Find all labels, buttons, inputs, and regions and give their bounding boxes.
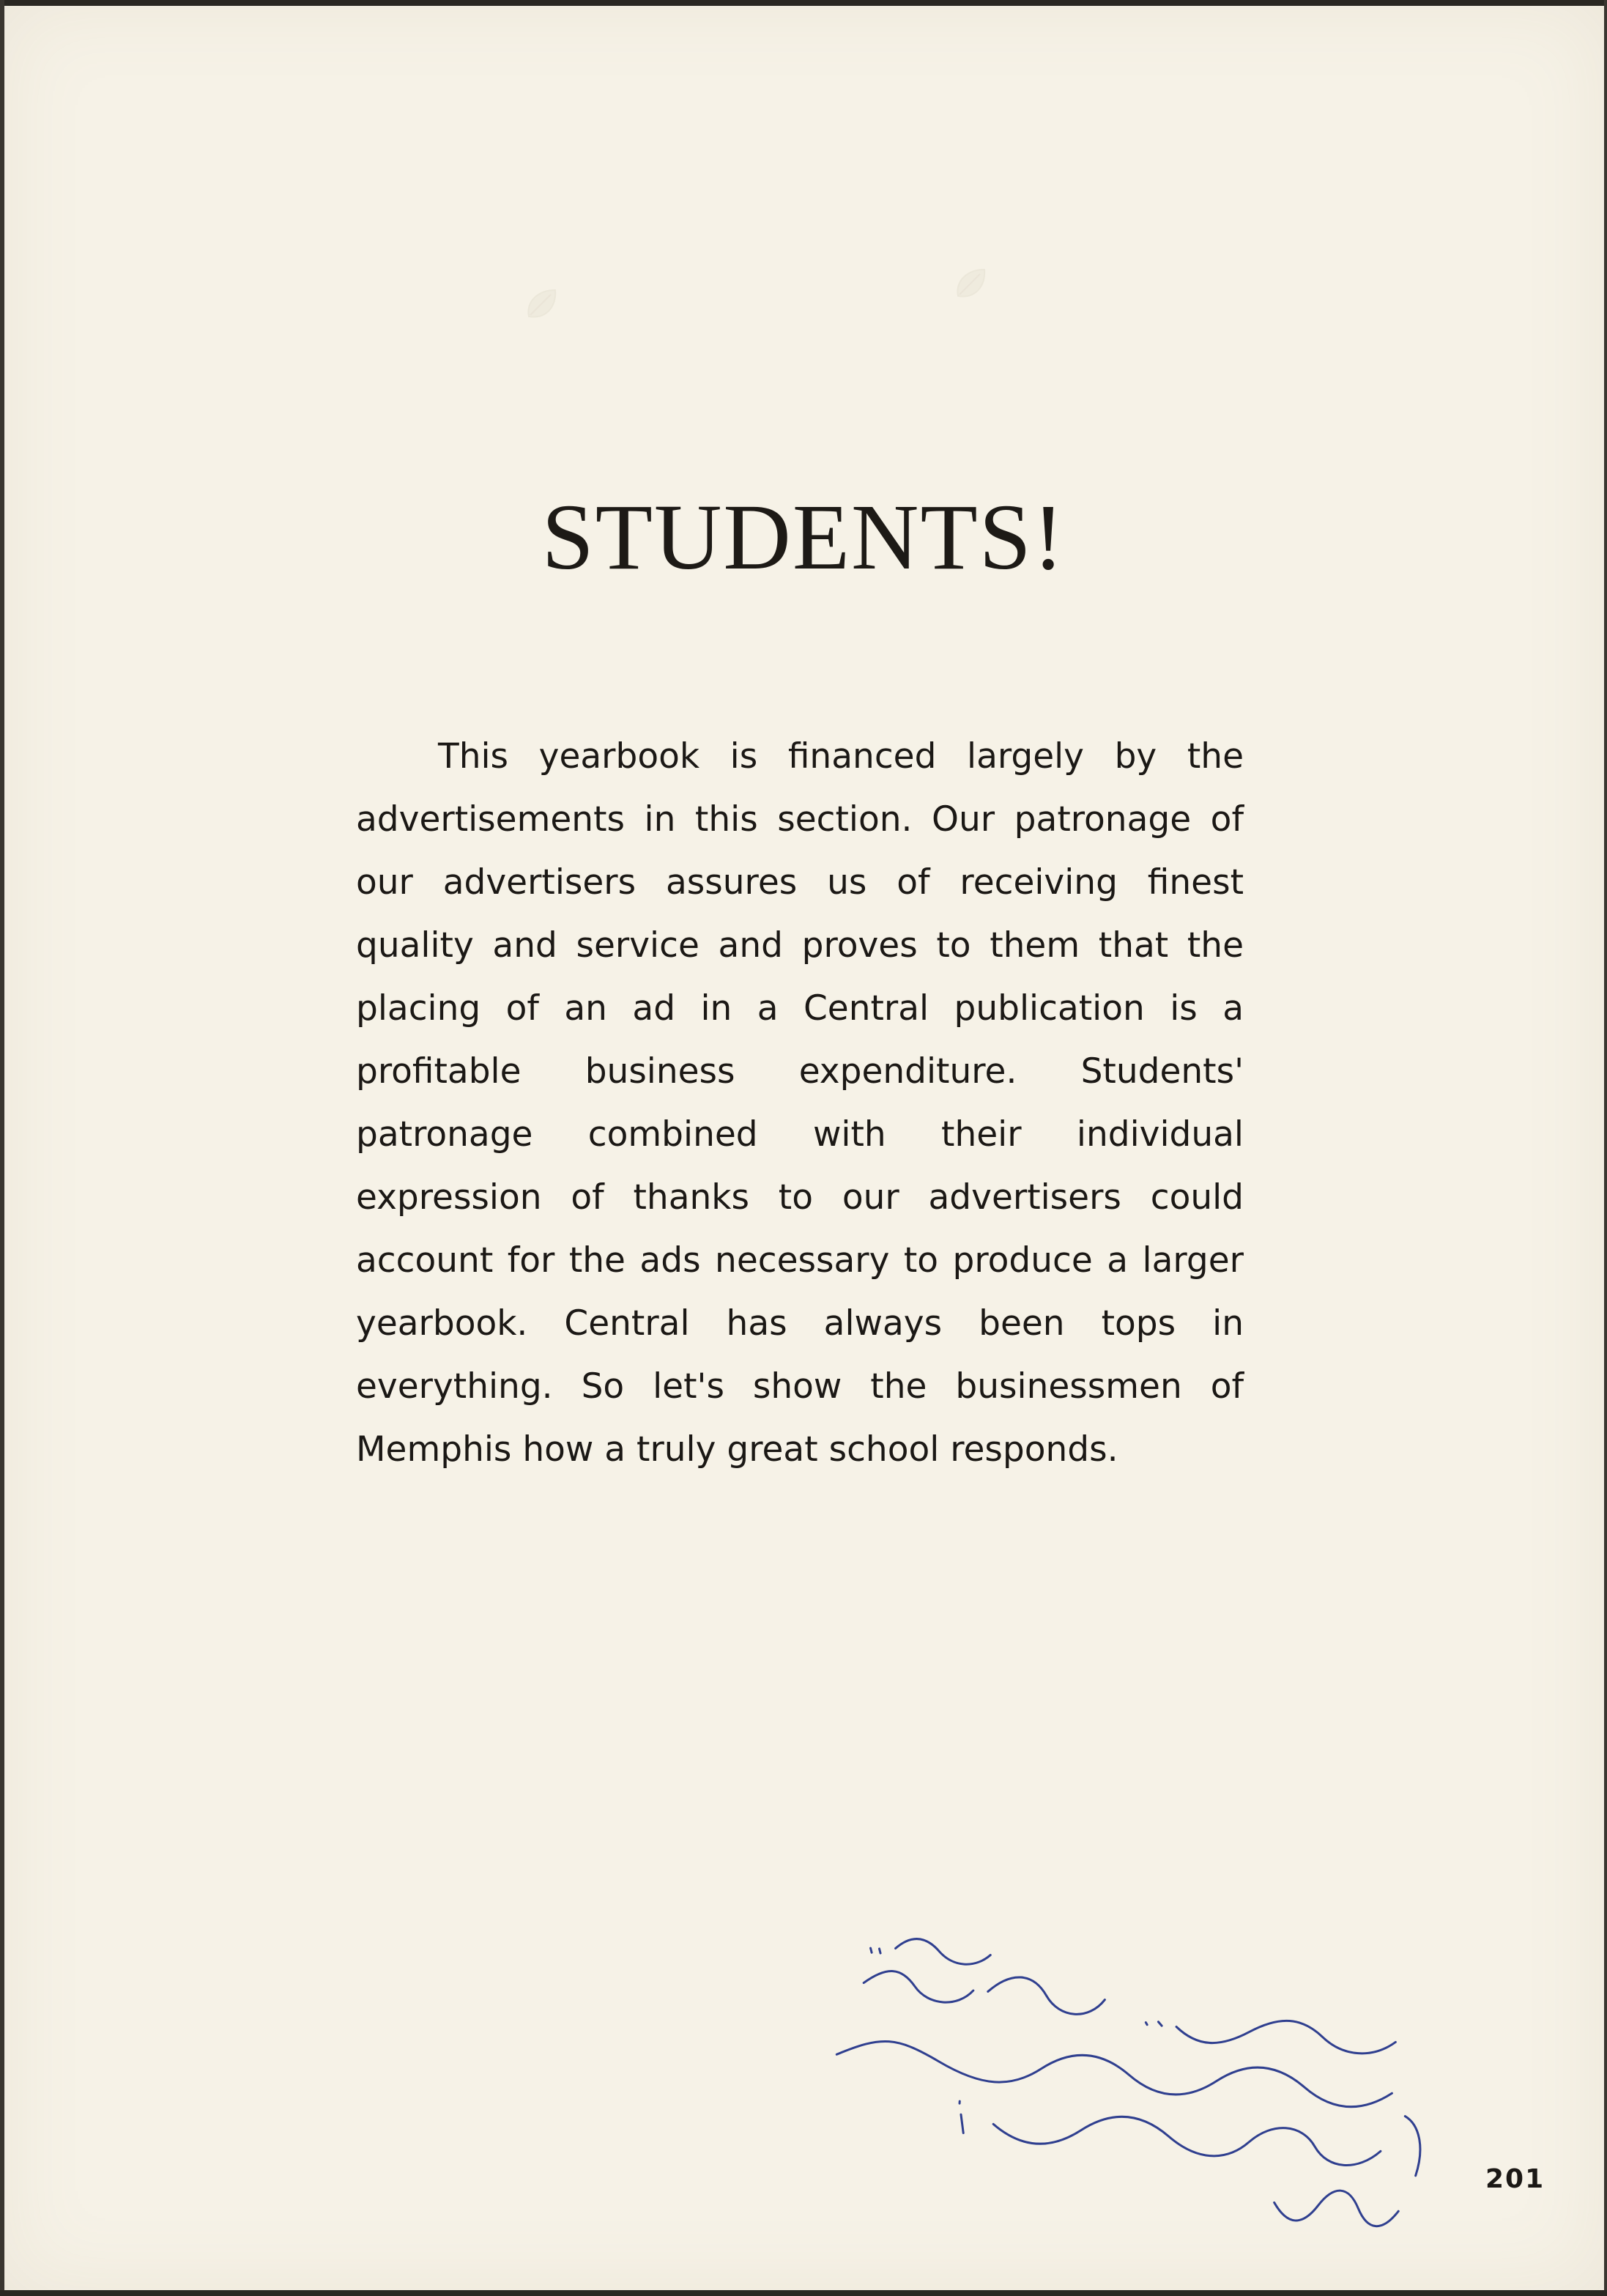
page-title: STUDENTS! <box>541 485 1066 589</box>
handwritten-signature <box>776 1934 1436 2242</box>
scan-edge-top <box>0 0 1607 6</box>
leaf-emboss-icon <box>951 264 992 305</box>
scan-edge-bottom <box>0 2290 1607 2296</box>
scan-edge-left <box>0 0 4 2296</box>
leaf-emboss-icon <box>522 284 563 325</box>
scan-edge-right <box>1604 0 1607 2296</box>
page-number: 201 <box>1485 2164 1545 2194</box>
body-paragraph: This yearbook is financed largely by the advertisements in this section. Our patronage of our advertisers assures us of receiving finest quality and service and proves to them that the placing of an ad in a Central publication is a profitable business expenditure. Students' patronage combined with their individual expression of thanks to our advertisers could account for the ads necessary to produce a larger yearbook. Central has always been tops in everything. So let's show the businessmen of Memphis how a truly great school responds. <box>356 736 1244 1470</box>
